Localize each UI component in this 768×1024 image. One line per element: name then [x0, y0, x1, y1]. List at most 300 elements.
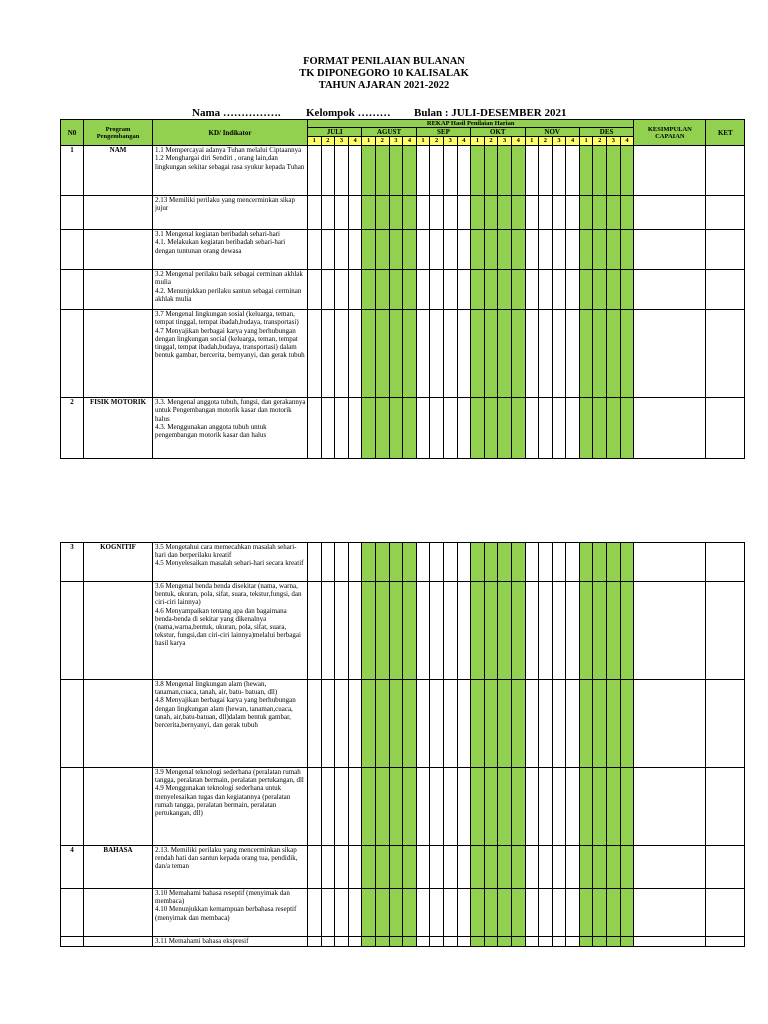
week-score-cell [321, 937, 335, 947]
week-score-cell [511, 196, 525, 230]
week-score-cell [566, 889, 580, 937]
week-number-cell: 4 [457, 137, 471, 146]
week-score-cell [552, 680, 566, 768]
week-score-cell [484, 768, 498, 846]
week-score-cell [539, 937, 553, 947]
week-score-cell [511, 230, 525, 270]
week-score-cell [308, 680, 322, 768]
week-score-cell [566, 768, 580, 846]
week-score-cell [525, 768, 539, 846]
row-number [61, 310, 84, 398]
col-header-kesimpulan: KESIMPULAN CAPAIAN [634, 120, 706, 146]
week-score-cell [389, 846, 403, 889]
kd-indicator-text: 1.1 Mempercayai adanya Tuhan melalui Ciptaannya 1.2 Menghargai diri Sendiri , orang lain,dan lingkungan sekitar sebagai rasa syukur kepada Tuhan [153, 146, 308, 196]
week-number-cell: 4 [620, 137, 634, 146]
week-score-cell [457, 398, 471, 459]
week-score-cell [375, 146, 389, 196]
week-score-cell [511, 582, 525, 680]
kesimpulan-cell [634, 310, 706, 398]
week-score-cell [471, 270, 485, 310]
week-score-cell [511, 846, 525, 889]
ket-cell [706, 398, 745, 459]
week-score-cell [620, 270, 634, 310]
bulan-label: Bulan : JULI-DESEMBER 2021 [414, 107, 567, 119]
row-number [61, 270, 84, 310]
kd-indicator-text: 3.8 Mengenal lingkungan alam (hewan, tanaman,cuaca, tanah, air, batu- batuan, dll) 4.8 Menyajikan berbagai karya yang berhubungan dengan lingkungan alam (hewan, tanaman,cuaca, tanah, air,batu-batuan, dll)dalam bentuk gambar, bercerita,bernyanyi, dan gerak tubuh [153, 680, 308, 768]
week-score-cell [498, 270, 512, 310]
week-number-cell: 1 [471, 137, 485, 146]
week-score-cell [525, 680, 539, 768]
week-score-cell [539, 889, 553, 937]
kesimpulan-cell [634, 196, 706, 230]
week-score-cell [525, 196, 539, 230]
week-score-cell [430, 196, 444, 230]
week-score-cell [457, 543, 471, 582]
week-score-cell [403, 196, 417, 230]
week-score-cell [362, 196, 376, 230]
week-score-cell [607, 582, 621, 680]
week-score-cell [416, 582, 430, 680]
table-row [61, 937, 745, 947]
week-score-cell [511, 768, 525, 846]
kd-indicator-text: 3.1 Mengenal kegiatan beribadah sehari-hari 4.1. Melakukan kegiatan beribadah sehari-hari dengan tuntunan orang dewasa [153, 230, 308, 270]
week-score-cell [389, 889, 403, 937]
week-score-cell [403, 680, 417, 768]
week-number-cell: 1 [308, 137, 322, 146]
week-score-cell [335, 543, 349, 582]
week-score-cell [457, 230, 471, 270]
week-score-cell [389, 582, 403, 680]
week-score-cell [457, 270, 471, 310]
week-score-cell [335, 146, 349, 196]
week-number-cell: 4 [511, 137, 525, 146]
week-score-cell [430, 937, 444, 947]
kd-indicator-text: 3.6 Mengenal benda benda disekitar (nama, warna, bentuk, ukuran, pola, sifat, suara, tekstur,fungsi, dan ciri-ciri lainnya) 4.6 Menyampaikan tentang apa dan bagaimana benda-benda di sekitar yang dikenalnya (nama,warna,bentuk, ukuran, pola, sifat, suara, tekstur, fungsi,dan ciri-ciri lainnya)melalui berbagai hasil karya [153, 582, 308, 680]
week-score-cell [525, 230, 539, 270]
week-score-cell [498, 846, 512, 889]
week-score-cell [498, 543, 512, 582]
week-score-cell [321, 230, 335, 270]
week-number-cell: 3 [552, 137, 566, 146]
week-score-cell [579, 196, 593, 230]
week-score-cell [321, 543, 335, 582]
week-score-cell [566, 230, 580, 270]
row-number [61, 582, 84, 680]
week-score-cell [471, 196, 485, 230]
week-score-cell [389, 270, 403, 310]
week-number-cell: 3 [335, 137, 349, 146]
week-score-cell [484, 146, 498, 196]
week-score-cell [403, 310, 417, 398]
week-score-cell [539, 543, 553, 582]
week-score-cell [375, 937, 389, 947]
ket-cell [706, 543, 745, 582]
week-score-cell [552, 768, 566, 846]
week-score-cell [593, 196, 607, 230]
week-number-cell: 2 [321, 137, 335, 146]
week-number-cell: 4 [348, 137, 362, 146]
week-score-cell [552, 543, 566, 582]
table-row [61, 230, 745, 270]
week-score-cell [471, 146, 485, 196]
col-header-kd: KD/ Indikator [153, 120, 308, 146]
week-score-cell [593, 846, 607, 889]
week-score-cell [566, 846, 580, 889]
week-score-cell [430, 270, 444, 310]
ket-cell [706, 937, 745, 947]
kesimpulan-cell [634, 889, 706, 937]
week-score-cell [348, 270, 362, 310]
program-name [84, 230, 153, 270]
week-score-cell [566, 398, 580, 459]
week-score-cell [471, 889, 485, 937]
week-score-cell [443, 889, 457, 937]
week-number-cell: 4 [566, 137, 580, 146]
week-score-cell [443, 146, 457, 196]
ket-cell [706, 146, 745, 196]
program-name [84, 937, 153, 947]
table-row [61, 398, 745, 459]
week-score-cell [348, 680, 362, 768]
week-score-cell [539, 680, 553, 768]
week-score-cell [593, 680, 607, 768]
week-score-cell [416, 889, 430, 937]
table-row [61, 889, 745, 937]
week-score-cell [308, 398, 322, 459]
week-score-cell [457, 680, 471, 768]
week-score-cell [457, 310, 471, 398]
week-score-cell [362, 937, 376, 947]
program-name [84, 582, 153, 680]
week-number-cell: 1 [362, 137, 376, 146]
col-header-program: Program Pengembangan [84, 120, 153, 146]
week-score-cell [403, 146, 417, 196]
week-score-cell [389, 196, 403, 230]
week-score-cell [403, 889, 417, 937]
week-score-cell [308, 230, 322, 270]
row-number [61, 889, 84, 937]
week-score-cell [593, 310, 607, 398]
week-score-cell [308, 582, 322, 680]
week-score-cell [607, 146, 621, 196]
week-score-cell [443, 230, 457, 270]
week-score-cell [348, 146, 362, 196]
week-score-cell [484, 889, 498, 937]
week-score-cell [389, 230, 403, 270]
week-score-cell [362, 270, 376, 310]
week-score-cell [525, 398, 539, 459]
week-score-cell [321, 680, 335, 768]
week-score-cell [511, 310, 525, 398]
week-score-cell [430, 146, 444, 196]
week-score-cell [607, 889, 621, 937]
week-score-cell [552, 310, 566, 398]
week-number-cell: 1 [416, 137, 430, 146]
week-score-cell [552, 146, 566, 196]
week-score-cell [416, 230, 430, 270]
week-score-cell [620, 310, 634, 398]
week-score-cell [321, 846, 335, 889]
week-score-cell [375, 270, 389, 310]
week-score-cell [484, 846, 498, 889]
week-score-cell [362, 543, 376, 582]
week-score-cell [416, 146, 430, 196]
week-score-cell [566, 146, 580, 196]
table-row [61, 543, 745, 582]
week-score-cell [362, 398, 376, 459]
ket-cell [706, 889, 745, 937]
week-score-cell [471, 543, 485, 582]
kd-indicator-text: 3.7 Mengenal lingkungan sosial (keluarga, teman, tempat tinggal, tempat ibadah,budaya, transportasi) 4.7 Menyajikan berbagai karya yang berhubungan dengan lingkungan social (keluarga, teman, tempat tinggal, tempat ibadah,budaya, transportasi) dalam bentuk gambar, bercerita, bernyanyi, dan gerak tubuh [153, 310, 308, 398]
week-score-cell [484, 543, 498, 582]
week-score-cell [375, 230, 389, 270]
ket-cell [706, 846, 745, 889]
kd-indicator-text: 3.3. Mengenal anggota tubuh, fungsi, dan gerakannya untuk Pengembangan motorik kasar dan motorik halus 4.3. Menggunakan anggota tubuh untuk pengembangan motorik kasar dan halus [153, 398, 308, 459]
week-score-cell [579, 398, 593, 459]
week-score-cell [620, 398, 634, 459]
doc-title-line2: TK DIPONEGORO 10 KALISALAK [299, 68, 469, 79]
week-number-cell: 2 [593, 137, 607, 146]
assessment-table-1 [60, 119, 745, 459]
week-score-cell [457, 846, 471, 889]
week-score-cell [539, 846, 553, 889]
week-score-cell [471, 230, 485, 270]
week-score-cell [457, 196, 471, 230]
week-score-cell [620, 146, 634, 196]
week-score-cell [593, 146, 607, 196]
row-number: 2 [61, 398, 84, 459]
week-score-cell [389, 398, 403, 459]
week-score-cell [525, 146, 539, 196]
week-score-cell [416, 310, 430, 398]
week-score-cell [416, 543, 430, 582]
ket-cell [706, 196, 745, 230]
kesimpulan-cell [634, 582, 706, 680]
doc-title-line3: TAHUN AJARAN 2021-2022 [318, 80, 450, 91]
week-score-cell [525, 937, 539, 947]
week-score-cell [416, 937, 430, 947]
week-score-cell [348, 889, 362, 937]
week-score-cell [498, 680, 512, 768]
program-name [84, 768, 153, 846]
row-number [61, 768, 84, 846]
week-score-cell [607, 310, 621, 398]
week-number-cell: 3 [498, 137, 512, 146]
kd-indicator-text: 3.11 Memahami bahasa ekspresif [153, 937, 308, 947]
week-score-cell [430, 846, 444, 889]
week-score-cell [579, 310, 593, 398]
kesimpulan-cell [634, 146, 706, 196]
week-score-cell [566, 543, 580, 582]
week-score-cell [525, 889, 539, 937]
week-score-cell [416, 680, 430, 768]
week-score-cell [430, 310, 444, 398]
doc-title-line1: FORMAT PENILAIAN BULANAN [303, 56, 465, 67]
table-row [61, 310, 745, 398]
program-name [84, 310, 153, 398]
week-score-cell [457, 889, 471, 937]
week-score-cell [607, 270, 621, 310]
week-score-cell [566, 270, 580, 310]
week-score-cell [525, 270, 539, 310]
week-score-cell [375, 543, 389, 582]
week-score-cell [552, 582, 566, 680]
week-score-cell [403, 937, 417, 947]
col-header-rekap: REKAP Hasil Penilaian Harian [308, 120, 634, 128]
col-header-no: N0 [61, 120, 84, 146]
week-score-cell [375, 846, 389, 889]
week-score-cell [362, 582, 376, 680]
week-score-cell [321, 398, 335, 459]
week-score-cell [375, 310, 389, 398]
week-score-cell [443, 582, 457, 680]
week-score-cell [552, 270, 566, 310]
kd-indicator-text: 2.13 Memiliki perilaku yang mencerminkan sikap jujur [153, 196, 308, 230]
week-score-cell [389, 543, 403, 582]
week-score-cell [620, 680, 634, 768]
week-score-cell [335, 398, 349, 459]
week-score-cell [607, 768, 621, 846]
week-score-cell [403, 768, 417, 846]
week-score-cell [321, 889, 335, 937]
week-score-cell [579, 937, 593, 947]
week-score-cell [539, 230, 553, 270]
week-score-cell [308, 768, 322, 846]
assessment-table-2 [60, 542, 745, 947]
table-row [61, 196, 745, 230]
week-score-cell [552, 889, 566, 937]
week-score-cell [375, 582, 389, 680]
week-score-cell [457, 768, 471, 846]
col-header-ket: KET [706, 120, 745, 146]
row-number [61, 230, 84, 270]
kd-indicator-text: 2.13. Memiliki perilaku yang mencerminkan sikap rendah hati dan santun kepada orang tua, pendidik, dan/a teman [153, 846, 308, 889]
ket-cell [706, 230, 745, 270]
week-score-cell [348, 543, 362, 582]
week-score-cell [471, 937, 485, 947]
program-name [84, 889, 153, 937]
week-score-cell [511, 680, 525, 768]
week-score-cell [403, 846, 417, 889]
week-score-cell [511, 398, 525, 459]
kesimpulan-cell [634, 543, 706, 582]
program-name [84, 680, 153, 768]
week-score-cell [498, 196, 512, 230]
week-score-cell [471, 768, 485, 846]
week-score-cell [443, 543, 457, 582]
row-number: 1 [61, 146, 84, 196]
week-score-cell [511, 270, 525, 310]
week-number-cell: 1 [525, 137, 539, 146]
week-score-cell [389, 310, 403, 398]
kesimpulan-cell [634, 230, 706, 270]
week-score-cell [335, 768, 349, 846]
week-score-cell [579, 846, 593, 889]
week-score-cell [471, 310, 485, 398]
week-score-cell [620, 230, 634, 270]
week-score-cell [430, 680, 444, 768]
week-score-cell [484, 310, 498, 398]
week-number-cell: 1 [579, 137, 593, 146]
week-score-cell [593, 543, 607, 582]
week-score-cell [579, 146, 593, 196]
week-score-cell [308, 937, 322, 947]
week-score-cell [511, 937, 525, 947]
week-score-cell [498, 889, 512, 937]
week-score-cell [362, 146, 376, 196]
week-score-cell [443, 310, 457, 398]
month-header: OKT [471, 128, 525, 137]
program-name: NAM [84, 146, 153, 196]
week-number-cell: 2 [539, 137, 553, 146]
week-score-cell [348, 768, 362, 846]
week-score-cell [389, 680, 403, 768]
week-score-cell [416, 196, 430, 230]
week-score-cell [471, 582, 485, 680]
week-score-cell [620, 889, 634, 937]
week-score-cell [335, 582, 349, 680]
week-score-cell [511, 543, 525, 582]
ket-cell [706, 310, 745, 398]
week-score-cell [552, 398, 566, 459]
week-score-cell [308, 543, 322, 582]
week-score-cell [484, 398, 498, 459]
week-score-cell [579, 889, 593, 937]
week-score-cell [335, 846, 349, 889]
week-score-cell [375, 680, 389, 768]
week-score-cell [457, 582, 471, 680]
week-score-cell [375, 768, 389, 846]
week-score-cell [348, 196, 362, 230]
week-score-cell [430, 230, 444, 270]
week-score-cell [593, 768, 607, 846]
kesimpulan-cell [634, 846, 706, 889]
month-header: DES [579, 128, 633, 137]
week-score-cell [375, 889, 389, 937]
kd-indicator-text: 3.9 Mengenal teknologi sederhana (peralatan rumah tangga, peralatan bermain, peralatan pertukangan, dll 4.9 Menggunakan teknologi sederhana untuk menyelesaikan tugas dan kegiatannya (peralatan rumah tangga, peralatan bermain, peralatan pertukangan, dll) [153, 768, 308, 846]
week-score-cell [525, 846, 539, 889]
week-score-cell [498, 230, 512, 270]
week-score-cell [539, 310, 553, 398]
week-score-cell [498, 398, 512, 459]
week-score-cell [308, 310, 322, 398]
table-row [61, 846, 745, 889]
week-score-cell [457, 937, 471, 947]
month-header: SEP [416, 128, 470, 137]
week-score-cell [321, 310, 335, 398]
week-score-cell [389, 937, 403, 947]
week-number-cell: 2 [484, 137, 498, 146]
week-score-cell [416, 398, 430, 459]
week-score-cell [348, 846, 362, 889]
week-score-cell [484, 196, 498, 230]
kesimpulan-cell [634, 768, 706, 846]
row-number [61, 680, 84, 768]
week-score-cell [539, 398, 553, 459]
row-number [61, 196, 84, 230]
week-score-cell [416, 270, 430, 310]
program-name [84, 270, 153, 310]
week-score-cell [403, 543, 417, 582]
week-score-cell [593, 889, 607, 937]
week-score-cell [348, 230, 362, 270]
week-score-cell [566, 310, 580, 398]
week-number-cell: 3 [389, 137, 403, 146]
week-score-cell [348, 398, 362, 459]
week-score-cell [552, 196, 566, 230]
kd-indicator-text: 3.5 Mengetahui cara memecahkan masalah sehari-hari dan berperilaku kreatif 4.5 Menyelesaikan masalah sehari-hari secara kreatif [153, 543, 308, 582]
week-score-cell [484, 230, 498, 270]
